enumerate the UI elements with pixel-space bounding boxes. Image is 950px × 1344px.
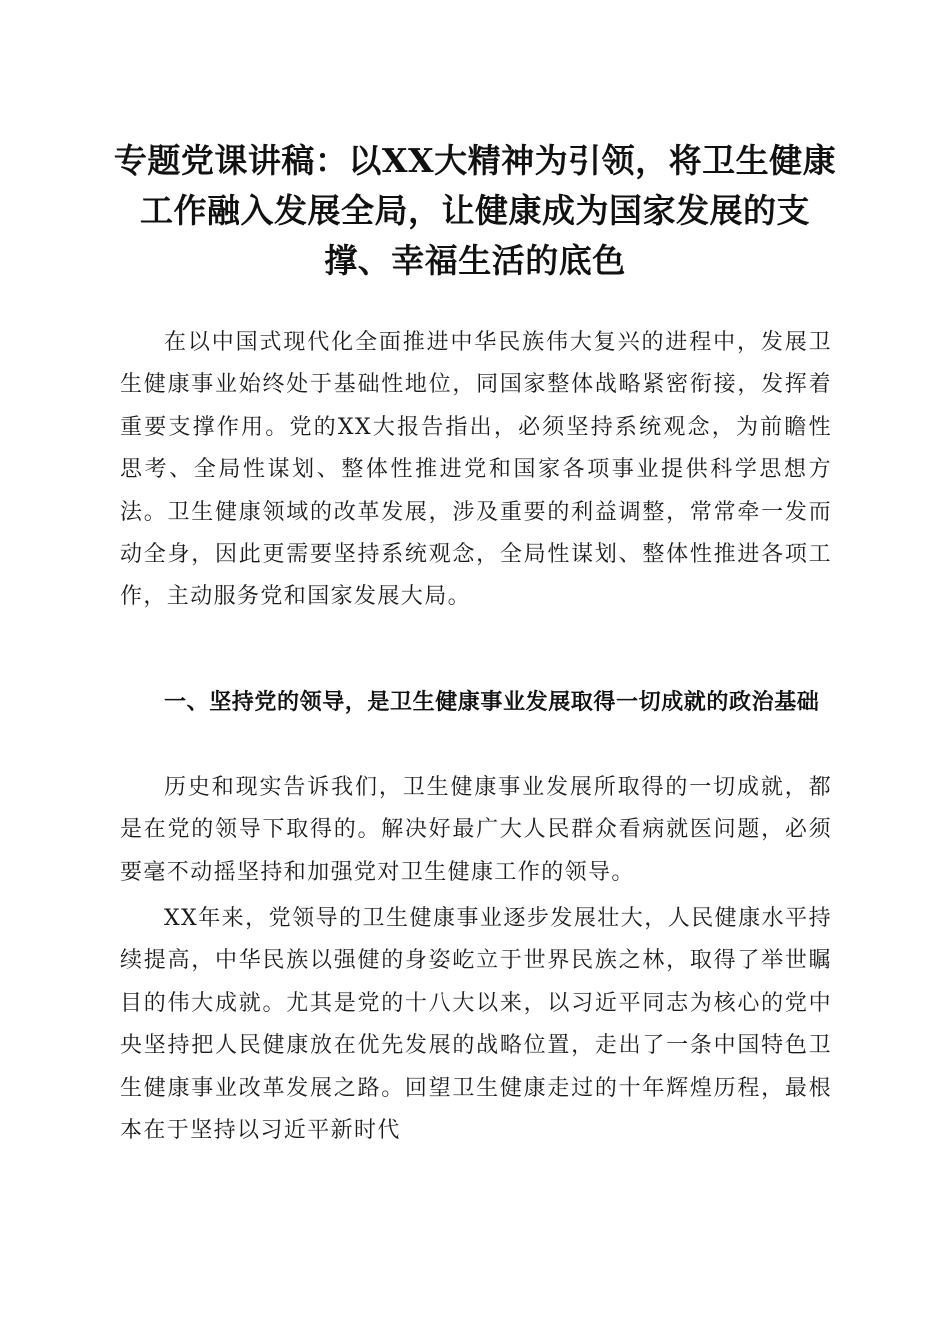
body-paragraph: XX年来，党领导的卫生健康事业逐步发展壮大，人民健康水平持续提高，中华民族以强健的身姿屹立于世界民族之林，取得了举世瞩目的伟大成就。尤其是党的十八大以来，以习近平同志为核心的党中央坚持把人民健康放在优先发展的战略位置，走出了一条中国特色卫生健康事业改革发展之路。回望卫生健康走过的十年辉煌历程，最根本在于坚持以习近平新时代: [120, 906, 832, 1144]
document-title: 专题党课讲稿：以XX大精神为引领，将卫生健康工作融入发展全局，让健康成为国家发展的支撑、幸福生活的底色: [113, 141, 837, 280]
body-paragraph: 历史和现实告诉我们，卫生健康事业发展所取得的一切成就，都是在党的领导下取得的。解决好最广大人民群众看病就医问题，必须要毫不动摇坚持和加强党对卫生健康工作的领导。: [120, 775, 832, 885]
intro-paragraph: 在以中国式现代化全面推进中华民族伟大复兴的进程中，发展卫生健康事业始终处于基础性地位，同国家整体战略紧密衔接，发挥着重要支撑作用。党的XX大报告指出，必须坚持系统观念，为前瞻性思考、全局性谋划、整体性推进党和国家各项事业提供科学思想方法。卫生健康领域的改革发展，涉及重要的利益调整，常常牵一发而动全身，因此更需要坚持系统观念，全局性谋划、整体性推进各项工作，主动服务党和国家发展大局。: [120, 330, 832, 610]
section-heading: 一、坚持党的领导，是卫生健康事业发展取得一切成就的政治基础: [164, 690, 820, 715]
